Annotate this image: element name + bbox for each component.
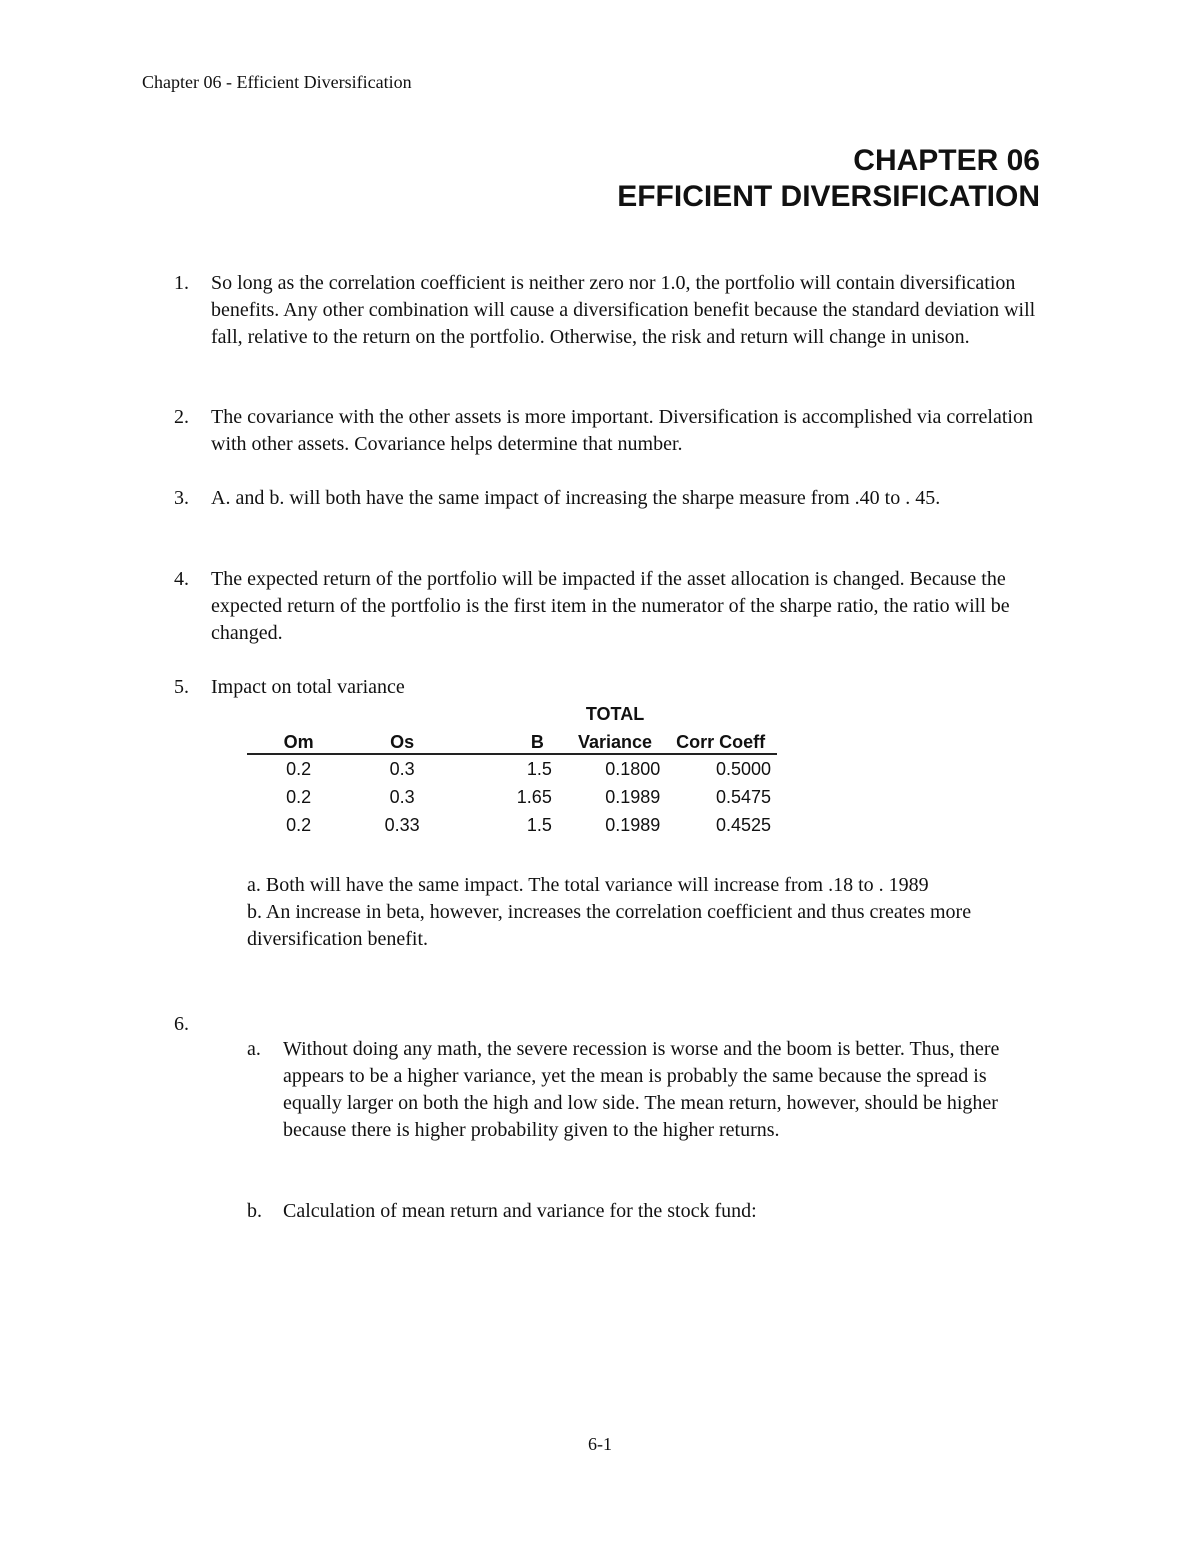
chapter-title-heading: EFFICIENT DIVERSIFICATION xyxy=(617,180,1040,213)
question-answer-text: Impact on total variance xyxy=(211,676,405,698)
note-b: b. An increase in beta, however, increases the correlation coefficient and thus creates more diversification benefit. xyxy=(247,901,972,950)
part-letter: a. xyxy=(247,1038,261,1060)
question-number: 5. xyxy=(174,676,189,698)
running-header: Chapter 06 - Efficient Diversification xyxy=(142,72,412,92)
question-5-notes xyxy=(247,872,1027,953)
part-text: Without doing any math, the severe recession is worse and the boom is better. Thus, there appears to be a higher variance, yet the mean is probably the same because the spread is equally larger on both the high and low side. The mean return, however, should be higher because there is higher probability given to the higher returns. xyxy=(283,1038,1000,1141)
chapter-title-block xyxy=(617,143,1040,215)
table-cell: 0.5475 xyxy=(715,786,771,807)
table-cell: 0.2 xyxy=(286,758,312,779)
column-header: B xyxy=(454,725,566,754)
column-header xyxy=(247,697,350,725)
table-header-row xyxy=(247,697,777,725)
table-cell: 0.33 xyxy=(384,814,420,835)
column-header: Variance xyxy=(566,725,664,754)
note-a: a. Both will have the same impact. The total variance will increase from .18 to . 1989 xyxy=(247,874,929,896)
question-number: 6. xyxy=(174,1013,189,1035)
table-cell: 0.4525 xyxy=(715,814,771,835)
table-cell: 0.3 xyxy=(389,758,415,779)
table-cell: 0.2 xyxy=(286,814,312,835)
question-answer-text: The expected return of the portfolio will be impacted if the asset allocation is changed. Because the expected return of the portfolio is the first item in the numerator of the sharpe ratio, the ratio will be changed. xyxy=(211,568,1010,644)
part-text: Calculation of mean return and variance for the stock fund: xyxy=(283,1200,757,1222)
question-number: 1. xyxy=(174,272,189,294)
table-cell: 0.2 xyxy=(286,786,312,807)
table-cell: 0.1989 xyxy=(605,786,661,807)
table-cell: 0.1989 xyxy=(605,814,661,835)
column-header: TOTAL xyxy=(585,704,645,724)
table-row xyxy=(247,811,777,839)
table-header-row xyxy=(247,725,777,754)
table-cell: 0.1800 xyxy=(605,758,661,779)
chapter-number-heading: CHAPTER 06 xyxy=(853,144,1040,177)
question-number: 4. xyxy=(174,568,189,590)
column-header xyxy=(454,697,566,725)
question-answer-text: The covariance with the other assets is more important. Diversification is accomplished via correlation with other assets. Covariance helps determine that number. xyxy=(211,406,1033,455)
part-letter: b. xyxy=(247,1200,262,1222)
question-number: 2. xyxy=(174,406,189,428)
question-answer-text: A. and b. will both have the same impact of increasing the sharpe measure from .40 to . 45. xyxy=(211,487,941,509)
table-cell: 1.5 xyxy=(526,758,552,779)
column-header xyxy=(350,697,454,725)
table-cell: 1.5 xyxy=(526,814,552,835)
table-row xyxy=(247,783,777,811)
table-cell: 1.65 xyxy=(516,786,552,807)
total-variance-table xyxy=(247,697,777,839)
column-header: Om xyxy=(247,725,350,754)
table-row xyxy=(247,754,777,783)
page-number: 6-1 xyxy=(588,1434,612,1454)
question-number: 3. xyxy=(174,487,189,509)
question-answer-text: So long as the correlation coefficient is neither zero nor 1.0, the portfolio will contain diversification benefits. Any other combination will cause a diversification benefit because the standard deviation will fall, relative to the return on the portfolio. Otherwise, the risk and return will change in unison. xyxy=(211,272,1036,348)
table-cell: 0.3 xyxy=(389,786,415,807)
table-cell: 0.5000 xyxy=(715,758,771,779)
column-header: Corr Coeff xyxy=(664,725,777,754)
column-header xyxy=(664,697,777,725)
column-header: Os xyxy=(350,725,454,754)
